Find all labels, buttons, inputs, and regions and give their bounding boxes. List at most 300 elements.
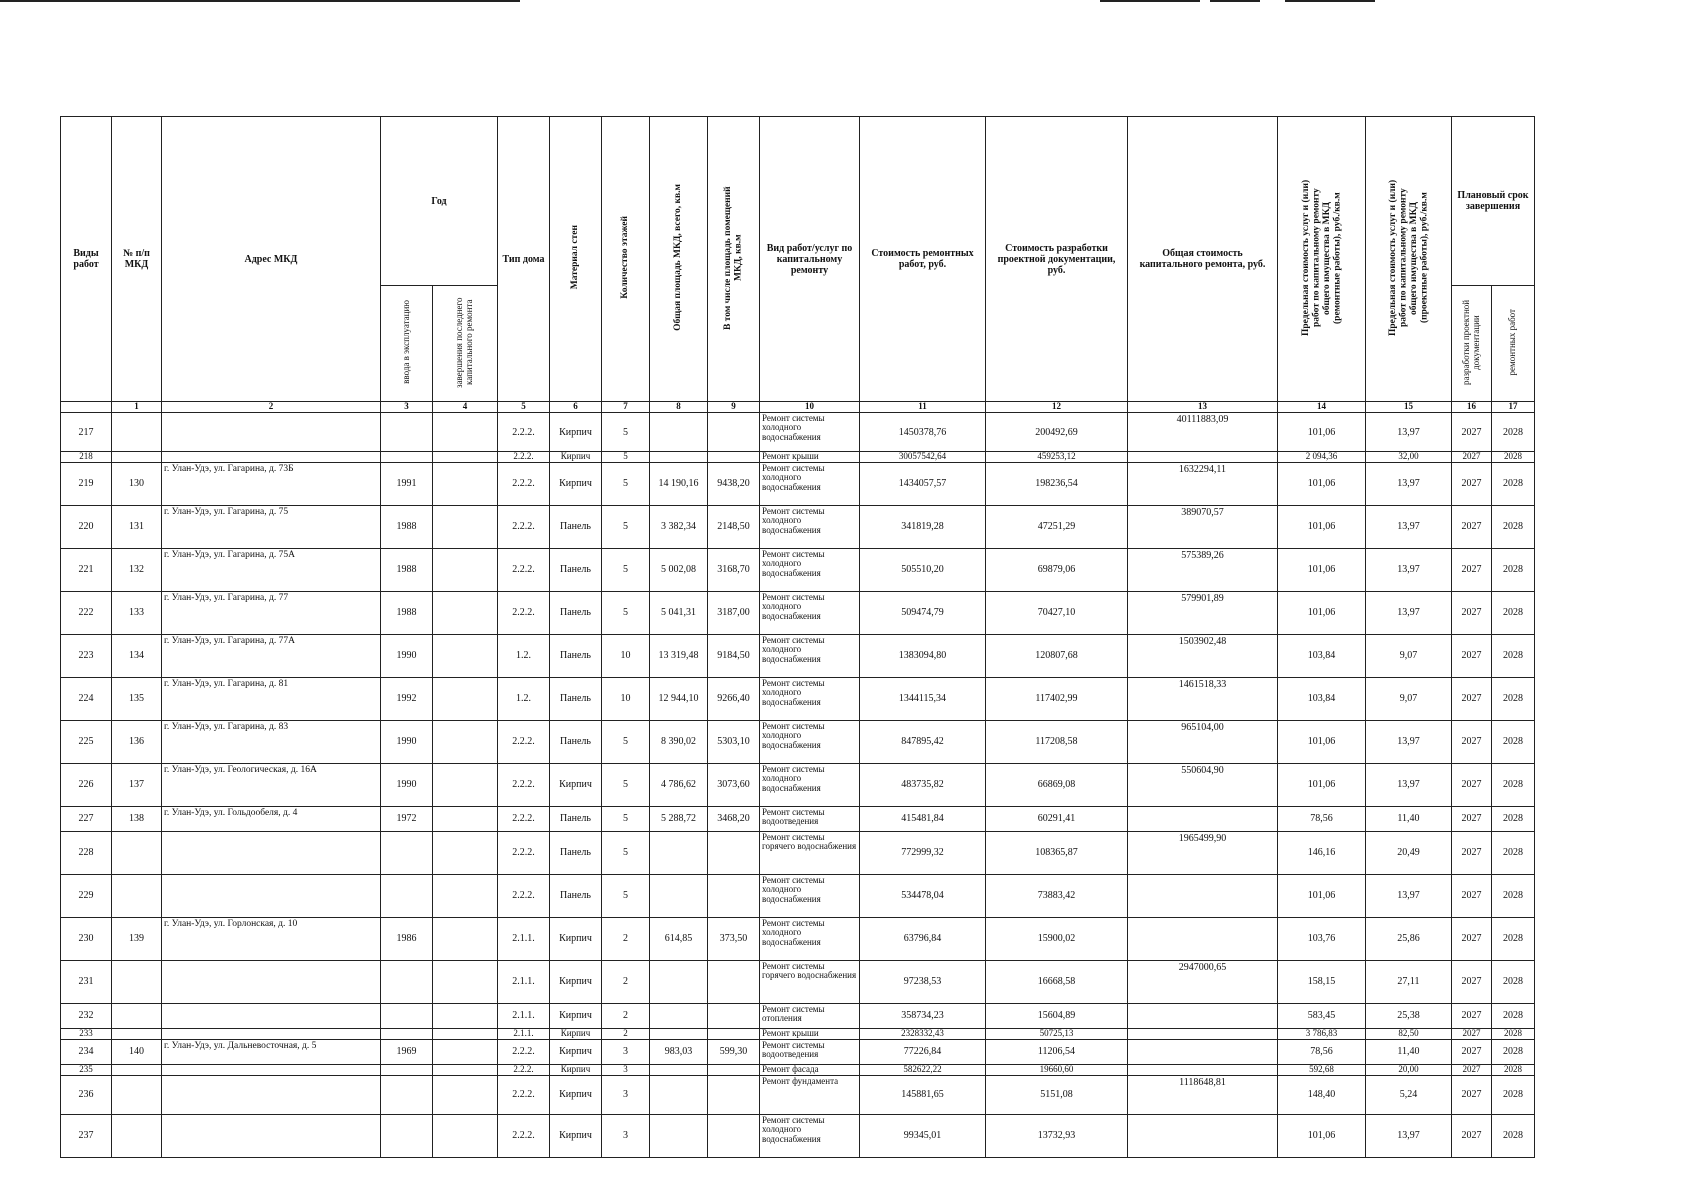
cell-total-area: 5 288,72	[650, 806, 708, 831]
cell-premises-area	[708, 1075, 760, 1114]
cell-premises-area: 3468,20	[708, 806, 760, 831]
cell-repair-cost: 97238,53	[860, 960, 986, 1003]
cell-floors: 2	[602, 1003, 650, 1028]
cell-row-id: 235	[61, 1064, 112, 1075]
cell-mkd-number	[112, 960, 162, 1003]
cell-mkd-number	[112, 1028, 162, 1039]
cell-repair-kind: Ремонт крыши	[760, 1028, 860, 1039]
cell-total-cost: 1965499,90	[1128, 831, 1278, 874]
cell-address: г. Улан-Удэ, ул. Горлонская, д. 10	[162, 917, 381, 960]
cell-repair-cost: 483735,82	[860, 763, 986, 806]
cell-floors: 10	[602, 634, 650, 677]
cell-row-id: 221	[61, 548, 112, 591]
cell-year-commissioning	[381, 1028, 433, 1039]
cell-floors: 3	[602, 1064, 650, 1075]
column-number: 7	[602, 402, 650, 413]
cell-house-type: 1.2.	[498, 634, 550, 677]
header-deadline-design: разработки проектной документации	[1452, 286, 1492, 402]
cell-total-cost: 965104,00	[1128, 720, 1278, 763]
cell-deadline-design: 2027	[1452, 677, 1492, 720]
cell-total-area	[650, 1064, 708, 1075]
cell-address	[162, 1064, 381, 1075]
cell-house-type: 2.2.2.	[498, 462, 550, 505]
cell-address	[162, 874, 381, 917]
cell-premises-area: 3073,60	[708, 763, 760, 806]
cell-deadline-repair: 2028	[1492, 591, 1535, 634]
cell-wall-material: Кирпич	[550, 1028, 602, 1039]
table-row	[61, 720, 1535, 763]
cell-year-last-repair	[433, 452, 498, 463]
cell-year-last-repair	[433, 634, 498, 677]
cell-total-cost	[1128, 874, 1278, 917]
cell-house-type: 2.1.1.	[498, 1028, 550, 1039]
cell-row-id: 230	[61, 917, 112, 960]
header-mkd-number: № п/п МКД	[112, 117, 162, 402]
cell-premises-area	[708, 1028, 760, 1039]
cell-design-cost: 66869,08	[986, 763, 1128, 806]
cell-repair-kind: Ремонт системы холодного водоснабжения	[760, 462, 860, 505]
cell-mkd-number	[112, 831, 162, 874]
cell-premises-area	[708, 1064, 760, 1075]
cell-premises-area: 599,30	[708, 1039, 760, 1064]
cell-repair-kind: Ремонт системы водоотведения	[760, 806, 860, 831]
cell-mkd-number: 134	[112, 634, 162, 677]
cell-design-cost: 13732,93	[986, 1114, 1128, 1157]
cell-total-cost	[1128, 806, 1278, 831]
cell-limit-design: 5,24	[1366, 1075, 1452, 1114]
cell-row-id: 226	[61, 763, 112, 806]
cell-row-id: 217	[61, 413, 112, 452]
column-number: 13	[1128, 402, 1278, 413]
cell-limit-repair: 101,06	[1278, 462, 1366, 505]
cell-limit-repair: 103,84	[1278, 634, 1366, 677]
cell-deadline-design: 2027	[1452, 548, 1492, 591]
cell-limit-repair: 583,45	[1278, 1003, 1366, 1028]
cell-limit-design: 20,00	[1366, 1064, 1452, 1075]
cell-deadline-repair: 2028	[1492, 763, 1535, 806]
table-row	[61, 1028, 1535, 1039]
table-row	[61, 462, 1535, 505]
cell-limit-repair: 103,76	[1278, 917, 1366, 960]
cell-design-cost: 198236,54	[986, 462, 1128, 505]
cell-deadline-repair: 2028	[1492, 677, 1535, 720]
cell-repair-cost: 1434057,57	[860, 462, 986, 505]
cell-design-cost: 459253,12	[986, 452, 1128, 463]
cell-premises-area	[708, 874, 760, 917]
cell-address: г. Улан-Удэ, ул. Гагарина, д. 75А	[162, 548, 381, 591]
cell-mkd-number: 130	[112, 462, 162, 505]
cell-total-cost: 2947000,65	[1128, 960, 1278, 1003]
cell-total-cost	[1128, 917, 1278, 960]
cell-design-cost: 200492,69	[986, 413, 1128, 452]
header-limit-design: Предельная стоимость услуг и (или) работ по капитальному ремонту общего имущества в МКД (проектные работы), руб./кв.м	[1366, 117, 1452, 402]
cell-mkd-number	[112, 1114, 162, 1157]
table-row	[61, 1075, 1535, 1114]
cell-mkd-number: 132	[112, 548, 162, 591]
cell-premises-area	[708, 1114, 760, 1157]
cell-floors: 5	[602, 874, 650, 917]
cell-year-commissioning	[381, 874, 433, 917]
cell-wall-material: Кирпич	[550, 1064, 602, 1075]
cell-mkd-number: 135	[112, 677, 162, 720]
cell-deadline-design: 2027	[1452, 413, 1492, 452]
cell-deadline-design: 2027	[1452, 1075, 1492, 1114]
cell-mkd-number	[112, 452, 162, 463]
cell-limit-design: 13,97	[1366, 505, 1452, 548]
cell-mkd-number: 131	[112, 505, 162, 548]
column-number: 2	[162, 402, 381, 413]
column-number: 5	[498, 402, 550, 413]
cell-design-cost: 11206,54	[986, 1039, 1128, 1064]
cell-deadline-design: 2027	[1452, 1114, 1492, 1157]
table-row	[61, 960, 1535, 1003]
cell-year-last-repair	[433, 591, 498, 634]
cell-floors: 5	[602, 462, 650, 505]
cell-total-area	[650, 874, 708, 917]
column-number: 16	[1452, 402, 1492, 413]
cell-row-id: 234	[61, 1039, 112, 1064]
header-repair-kind: Вид работ/услуг по капитальному ремонту	[760, 117, 860, 402]
cell-design-cost: 50725,13	[986, 1028, 1128, 1039]
cell-floors: 10	[602, 677, 650, 720]
cell-wall-material: Кирпич	[550, 960, 602, 1003]
cell-year-commissioning	[381, 452, 433, 463]
cell-repair-cost: 509474,79	[860, 591, 986, 634]
cell-year-commissioning: 1990	[381, 634, 433, 677]
cell-year-commissioning: 1991	[381, 462, 433, 505]
header-year-commissioning: ввода в эксплуатацию	[381, 286, 433, 402]
cell-address	[162, 1114, 381, 1157]
cell-repair-kind: Ремонт фасада	[760, 1064, 860, 1075]
cell-house-type: 2.2.2.	[498, 1064, 550, 1075]
cell-year-commissioning: 1986	[381, 917, 433, 960]
cell-wall-material: Кирпич	[550, 413, 602, 452]
cell-year-commissioning: 1990	[381, 763, 433, 806]
cell-year-last-repair	[433, 548, 498, 591]
column-number-row	[61, 402, 1535, 413]
cell-limit-design: 13,97	[1366, 720, 1452, 763]
cell-row-id: 223	[61, 634, 112, 677]
table-row	[61, 806, 1535, 831]
cell-repair-cost: 1383094,80	[860, 634, 986, 677]
column-number: 11	[860, 402, 986, 413]
cell-limit-design: 13,97	[1366, 1114, 1452, 1157]
cell-wall-material: Кирпич	[550, 1114, 602, 1157]
cell-repair-cost: 772999,32	[860, 831, 986, 874]
cell-deadline-repair: 2028	[1492, 634, 1535, 677]
table-row	[61, 548, 1535, 591]
capital-repair-table-sheet	[60, 116, 1535, 1158]
header-wall-material: Материал стен	[550, 117, 602, 402]
cell-total-cost: 550604,90	[1128, 763, 1278, 806]
cell-house-type: 2.2.2.	[498, 720, 550, 763]
cell-address	[162, 960, 381, 1003]
cell-floors: 5	[602, 548, 650, 591]
cell-repair-kind: Ремонт системы холодного водоснабжения	[760, 874, 860, 917]
cell-deadline-repair: 2028	[1492, 1064, 1535, 1075]
table-row	[61, 1114, 1535, 1157]
cell-total-area	[650, 831, 708, 874]
cell-row-id: 224	[61, 677, 112, 720]
cell-address: г. Улан-Удэ, ул. Гольдообеля, д. 4	[162, 806, 381, 831]
cell-deadline-repair: 2028	[1492, 831, 1535, 874]
cell-deadline-repair: 2028	[1492, 1114, 1535, 1157]
cell-total-area: 5 002,08	[650, 548, 708, 591]
cell-mkd-number: 138	[112, 806, 162, 831]
cell-deadline-repair: 2028	[1492, 1003, 1535, 1028]
cell-total-cost	[1128, 452, 1278, 463]
cell-year-last-repair	[433, 960, 498, 1003]
cell-total-area	[650, 452, 708, 463]
cell-wall-material: Кирпич	[550, 1003, 602, 1028]
table-row	[61, 1039, 1535, 1064]
cell-premises-area: 9438,20	[708, 462, 760, 505]
cell-repair-kind: Ремонт системы холодного водоснабжения	[760, 763, 860, 806]
header-year-last-repair: завершения последнего капитального ремонта	[433, 286, 498, 402]
column-number: 15	[1366, 402, 1452, 413]
cell-mkd-number	[112, 874, 162, 917]
cell-mkd-number: 137	[112, 763, 162, 806]
cell-year-commissioning	[381, 1003, 433, 1028]
cell-floors: 5	[602, 831, 650, 874]
cell-limit-design: 11,40	[1366, 1039, 1452, 1064]
cell-total-cost: 1503902,48	[1128, 634, 1278, 677]
page-top-edge	[0, 0, 1698, 3]
cell-limit-repair: 103,84	[1278, 677, 1366, 720]
cell-house-type: 1.2.	[498, 677, 550, 720]
table-row	[61, 452, 1535, 463]
cell-year-last-repair	[433, 677, 498, 720]
cell-house-type: 2.2.2.	[498, 548, 550, 591]
cell-limit-repair: 146,16	[1278, 831, 1366, 874]
cell-floors: 5	[602, 413, 650, 452]
cell-total-area: 5 041,31	[650, 591, 708, 634]
cell-mkd-number: 136	[112, 720, 162, 763]
cell-repair-kind: Ремонт системы горячего водоснабжения	[760, 960, 860, 1003]
cell-deadline-repair: 2028	[1492, 452, 1535, 463]
header-address: Адрес МКД	[162, 117, 381, 402]
header-design-cost: Стоимость разработки проектной документации, руб.	[986, 117, 1128, 402]
cell-deadline-design: 2027	[1452, 1003, 1492, 1028]
cell-wall-material: Панель	[550, 806, 602, 831]
cell-address	[162, 831, 381, 874]
cell-limit-repair: 3 786,83	[1278, 1028, 1366, 1039]
cell-premises-area: 373,50	[708, 917, 760, 960]
cell-design-cost: 15900,02	[986, 917, 1128, 960]
column-number: 14	[1278, 402, 1366, 413]
cell-total-area	[650, 1075, 708, 1114]
cell-repair-cost: 77226,84	[860, 1039, 986, 1064]
cell-deadline-repair: 2028	[1492, 413, 1535, 452]
cell-limit-design: 32,00	[1366, 452, 1452, 463]
column-number: 3	[381, 402, 433, 413]
cell-total-cost: 40111883,09	[1128, 413, 1278, 452]
cell-address: г. Улан-Удэ, ул. Гагарина, д. 77	[162, 591, 381, 634]
cell-house-type: 2.2.2.	[498, 1039, 550, 1064]
cell-premises-area	[708, 413, 760, 452]
cell-design-cost: 19660,60	[986, 1064, 1128, 1075]
cell-premises-area: 5303,10	[708, 720, 760, 763]
cell-repair-cost: 145881,65	[860, 1075, 986, 1114]
cell-row-id: 219	[61, 462, 112, 505]
cell-row-id: 228	[61, 831, 112, 874]
cell-year-commissioning	[381, 831, 433, 874]
cell-deadline-design: 2027	[1452, 806, 1492, 831]
cell-floors: 2	[602, 1028, 650, 1039]
cell-total-cost: 389070,57	[1128, 505, 1278, 548]
cell-repair-kind: Ремонт системы холодного водоснабжения	[760, 505, 860, 548]
column-number: 17	[1492, 402, 1535, 413]
cell-limit-design: 82,50	[1366, 1028, 1452, 1039]
cell-design-cost: 69879,06	[986, 548, 1128, 591]
cell-design-cost: 120807,68	[986, 634, 1128, 677]
cell-year-commissioning	[381, 1064, 433, 1075]
cell-premises-area	[708, 452, 760, 463]
cell-total-area: 14 190,16	[650, 462, 708, 505]
cell-address: г. Улан-Удэ, ул. Гагарина, д. 83	[162, 720, 381, 763]
cell-year-commissioning	[381, 1075, 433, 1114]
cell-limit-repair: 148,40	[1278, 1075, 1366, 1114]
cell-deadline-repair: 2028	[1492, 1075, 1535, 1114]
cell-row-id: 231	[61, 960, 112, 1003]
cell-deadline-design: 2027	[1452, 505, 1492, 548]
cell-year-commissioning: 1992	[381, 677, 433, 720]
cell-total-cost: 1632294,11	[1128, 462, 1278, 505]
cell-house-type: 2.2.2.	[498, 505, 550, 548]
cell-limit-design: 13,97	[1366, 548, 1452, 591]
cell-mkd-number: 139	[112, 917, 162, 960]
cell-deadline-design: 2027	[1452, 1028, 1492, 1039]
cell-repair-kind: Ремонт крыши	[760, 452, 860, 463]
cell-total-cost	[1128, 1064, 1278, 1075]
cell-house-type: 2.2.2.	[498, 763, 550, 806]
cell-total-area	[650, 1114, 708, 1157]
cell-deadline-design: 2027	[1452, 452, 1492, 463]
cell-address	[162, 1003, 381, 1028]
cell-house-type: 2.2.2.	[498, 1075, 550, 1114]
cell-floors: 2	[602, 917, 650, 960]
cell-house-type: 2.2.2.	[498, 591, 550, 634]
cell-limit-design: 20,49	[1366, 831, 1452, 874]
table-row	[61, 874, 1535, 917]
cell-address	[162, 1028, 381, 1039]
header-total-area: Общая площадь МКД, всего, кв.м	[650, 117, 708, 402]
column-number: 1	[112, 402, 162, 413]
cell-limit-repair: 101,06	[1278, 505, 1366, 548]
cell-limit-repair: 101,06	[1278, 413, 1366, 452]
cell-design-cost: 60291,41	[986, 806, 1128, 831]
cell-deadline-repair: 2028	[1492, 874, 1535, 917]
cell-total-cost: 1118648,81	[1128, 1075, 1278, 1114]
cell-year-last-repair	[433, 874, 498, 917]
cell-year-last-repair	[433, 505, 498, 548]
cell-house-type: 2.1.1.	[498, 1003, 550, 1028]
cell-deadline-design: 2027	[1452, 720, 1492, 763]
cell-limit-repair: 78,56	[1278, 806, 1366, 831]
cell-wall-material: Панель	[550, 720, 602, 763]
cell-year-last-repair	[433, 462, 498, 505]
cell-deadline-design: 2027	[1452, 874, 1492, 917]
cell-limit-repair: 592,68	[1278, 1064, 1366, 1075]
cell-year-last-repair	[433, 763, 498, 806]
cell-design-cost: 117208,58	[986, 720, 1128, 763]
cell-limit-design: 13,97	[1366, 413, 1452, 452]
cell-repair-kind: Ремонт системы холодного водоснабжения	[760, 413, 860, 452]
cell-repair-cost: 2328332,43	[860, 1028, 986, 1039]
cell-total-area: 3 382,34	[650, 505, 708, 548]
cell-year-last-repair	[433, 831, 498, 874]
header-deadline-repair: ремонтных работ	[1492, 286, 1535, 402]
cell-wall-material: Кирпич	[550, 917, 602, 960]
cell-limit-repair: 2 094,36	[1278, 452, 1366, 463]
cell-repair-kind: Ремонт фундамента	[760, 1075, 860, 1114]
cell-year-last-repair	[433, 1075, 498, 1114]
cell-address: г. Улан-Удэ, ул. Гагарина, д. 81	[162, 677, 381, 720]
cell-repair-cost: 341819,28	[860, 505, 986, 548]
cell-limit-design: 13,97	[1366, 874, 1452, 917]
cell-premises-area: 9184,50	[708, 634, 760, 677]
cell-repair-kind: Ремонт системы холодного водоснабжения	[760, 917, 860, 960]
cell-total-area	[650, 960, 708, 1003]
cell-year-commissioning: 1988	[381, 548, 433, 591]
cell-total-cost: 1461518,33	[1128, 677, 1278, 720]
cell-wall-material: Кирпич	[550, 763, 602, 806]
column-number: 6	[550, 402, 602, 413]
column-number: 12	[986, 402, 1128, 413]
cell-deadline-design: 2027	[1452, 591, 1492, 634]
cell-mkd-number: 133	[112, 591, 162, 634]
cell-design-cost: 15604,89	[986, 1003, 1128, 1028]
table-row	[61, 677, 1535, 720]
cell-year-commissioning: 1988	[381, 591, 433, 634]
cell-repair-cost: 1344115,34	[860, 677, 986, 720]
cell-total-cost	[1128, 1114, 1278, 1157]
cell-limit-repair: 101,06	[1278, 1114, 1366, 1157]
cell-total-area	[650, 413, 708, 452]
cell-total-area: 4 786,62	[650, 763, 708, 806]
cell-floors: 3	[602, 1039, 650, 1064]
cell-limit-design: 25,86	[1366, 917, 1452, 960]
cell-design-cost: 47251,29	[986, 505, 1128, 548]
cell-premises-area	[708, 831, 760, 874]
cell-premises-area	[708, 1003, 760, 1028]
cell-repair-cost: 358734,23	[860, 1003, 986, 1028]
cell-address	[162, 452, 381, 463]
cell-repair-kind: Ремонт системы горячего водоснабжения	[760, 831, 860, 874]
header-repair-cost: Стоимость ремонтных работ, руб.	[860, 117, 986, 402]
table-row	[61, 505, 1535, 548]
cell-row-id: 225	[61, 720, 112, 763]
cell-total-cost	[1128, 1039, 1278, 1064]
table-body	[61, 413, 1535, 1158]
table-row	[61, 1003, 1535, 1028]
cell-wall-material: Панель	[550, 874, 602, 917]
table-row	[61, 591, 1535, 634]
cell-house-type: 2.1.1.	[498, 917, 550, 960]
cell-design-cost: 5151,08	[986, 1075, 1128, 1114]
cell-limit-repair: 101,06	[1278, 548, 1366, 591]
header-limit-repair: Предельная стоимость услуг и (или) работ по капитальному ремонту общего имущества в МКД (ремонтные работы), руб./кв.м	[1278, 117, 1366, 402]
cell-premises-area	[708, 960, 760, 1003]
cell-row-id: 220	[61, 505, 112, 548]
header-work-type: Виды работ	[61, 117, 112, 402]
cell-total-cost: 575389,26	[1128, 548, 1278, 591]
cell-row-id: 229	[61, 874, 112, 917]
cell-repair-kind: Ремонт системы холодного водоснабжения	[760, 677, 860, 720]
cell-repair-cost: 99345,01	[860, 1114, 986, 1157]
cell-wall-material: Панель	[550, 591, 602, 634]
column-number: 10	[760, 402, 860, 413]
